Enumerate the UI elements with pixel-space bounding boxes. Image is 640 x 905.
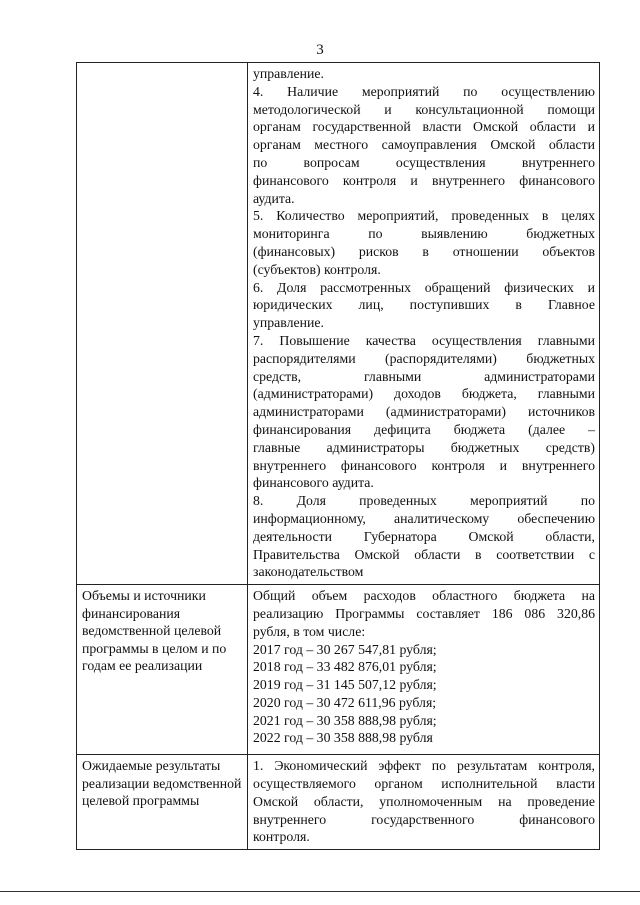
content-line: внутреннего финансового контроля и внутреннего (253, 457, 595, 473)
content-line: финансирования дефицита бюджета (далее – (253, 421, 595, 437)
row-content (248, 755, 600, 850)
content-line: 5. Количество мероприятий, проведенных в целях (253, 208, 595, 224)
content-line: Омской области, уполномоченным на проведение (253, 793, 595, 809)
content-line: администраторами (администраторами) источников (253, 404, 595, 420)
content-line: Правительства Омской области в соответствии с (253, 546, 595, 562)
content-line: 2018 год – 33 482 876,01 рубля; (253, 659, 437, 675)
table-row (77, 63, 600, 585)
content-line: 1. Экономический эффект по результатам контроля, (253, 758, 595, 774)
content-line: (администраторами) доходов бюджета, главными (253, 386, 595, 402)
content-line: аудита. (253, 190, 295, 206)
content-line: органам государственной власти Омской области и (253, 119, 595, 135)
content-line: 7. Повышение качества осуществления главными (253, 332, 595, 348)
row-label: Объемы и источники финансирования ведомственной целевой программы в целом и по годам ее реализации (77, 585, 248, 755)
content-line: 2021 год – 30 358 888,98 рубля; (253, 712, 437, 728)
row-content (248, 63, 600, 585)
content-line: управление. (253, 315, 324, 331)
content-line: управление. (253, 66, 324, 81)
content-line: реализацию Программы составляет 186 086 320,86 (253, 605, 595, 621)
content-line: 2020 год – 30 472 611,96 рубля; (253, 694, 437, 710)
content-line: рубля, в том числе: (253, 623, 366, 639)
content-line: 2017 год – 30 267 547,81 рубля; (253, 641, 437, 657)
content-line: информационному, аналитическому обеспечению (253, 510, 595, 526)
content-line: мониторинга по выявлению бюджетных (253, 226, 595, 242)
content-line: юридических лиц, поступивших в Главное (253, 297, 595, 313)
content-line: внутреннего государственного финансового (253, 811, 595, 827)
content-line: методологической и консультационной помощи (253, 101, 595, 117)
content-line: финансового контроля и внутреннего финансового (253, 172, 595, 188)
content-line: по вопросам осуществления внутреннего (253, 154, 595, 170)
row-content (248, 585, 600, 755)
content-line: деятельности Губернатора Омской области, (253, 528, 595, 544)
content-line: органам местного самоуправления Омской области (253, 137, 595, 153)
content-line: Общий объем расходов областного бюджета на (253, 588, 595, 604)
content-line: распорядителями (распорядителями) бюджетных (253, 350, 595, 366)
page-number: 3 (316, 42, 324, 58)
content-line: 6. Доля рассмотренных обращений физических и (253, 279, 595, 295)
content-line: 4. Наличие мероприятий по осуществлению (253, 83, 595, 99)
program-passport-table (76, 62, 600, 850)
content-line: 2019 год – 31 145 507,12 рубля; (253, 677, 437, 693)
content-line: законодательством (253, 564, 364, 580)
content-line: средств, главными администраторами (253, 368, 595, 384)
content-line: 8. Доля проведенных мероприятий по (253, 493, 595, 509)
table-row (77, 585, 600, 755)
content-line: финансового аудита. (253, 475, 374, 491)
content-line: 2022 год – 30 358 888,98 рубля (253, 730, 433, 746)
content-line: главные администраторы бюджетных средств) (253, 439, 595, 455)
content-line: контроля. (253, 829, 310, 845)
row-label: Ожидаемые результаты реализации ведомственной целевой программы (77, 755, 248, 850)
content-line: (финансовых) рисков в отношении объектов (253, 243, 595, 259)
table-row (77, 755, 600, 850)
content-line: (субъектов) контроля. (253, 261, 381, 277)
row-label (77, 63, 248, 585)
page-bottom-rule (0, 891, 640, 892)
content-line: осуществляемого органом исполнительной власти (253, 775, 595, 791)
